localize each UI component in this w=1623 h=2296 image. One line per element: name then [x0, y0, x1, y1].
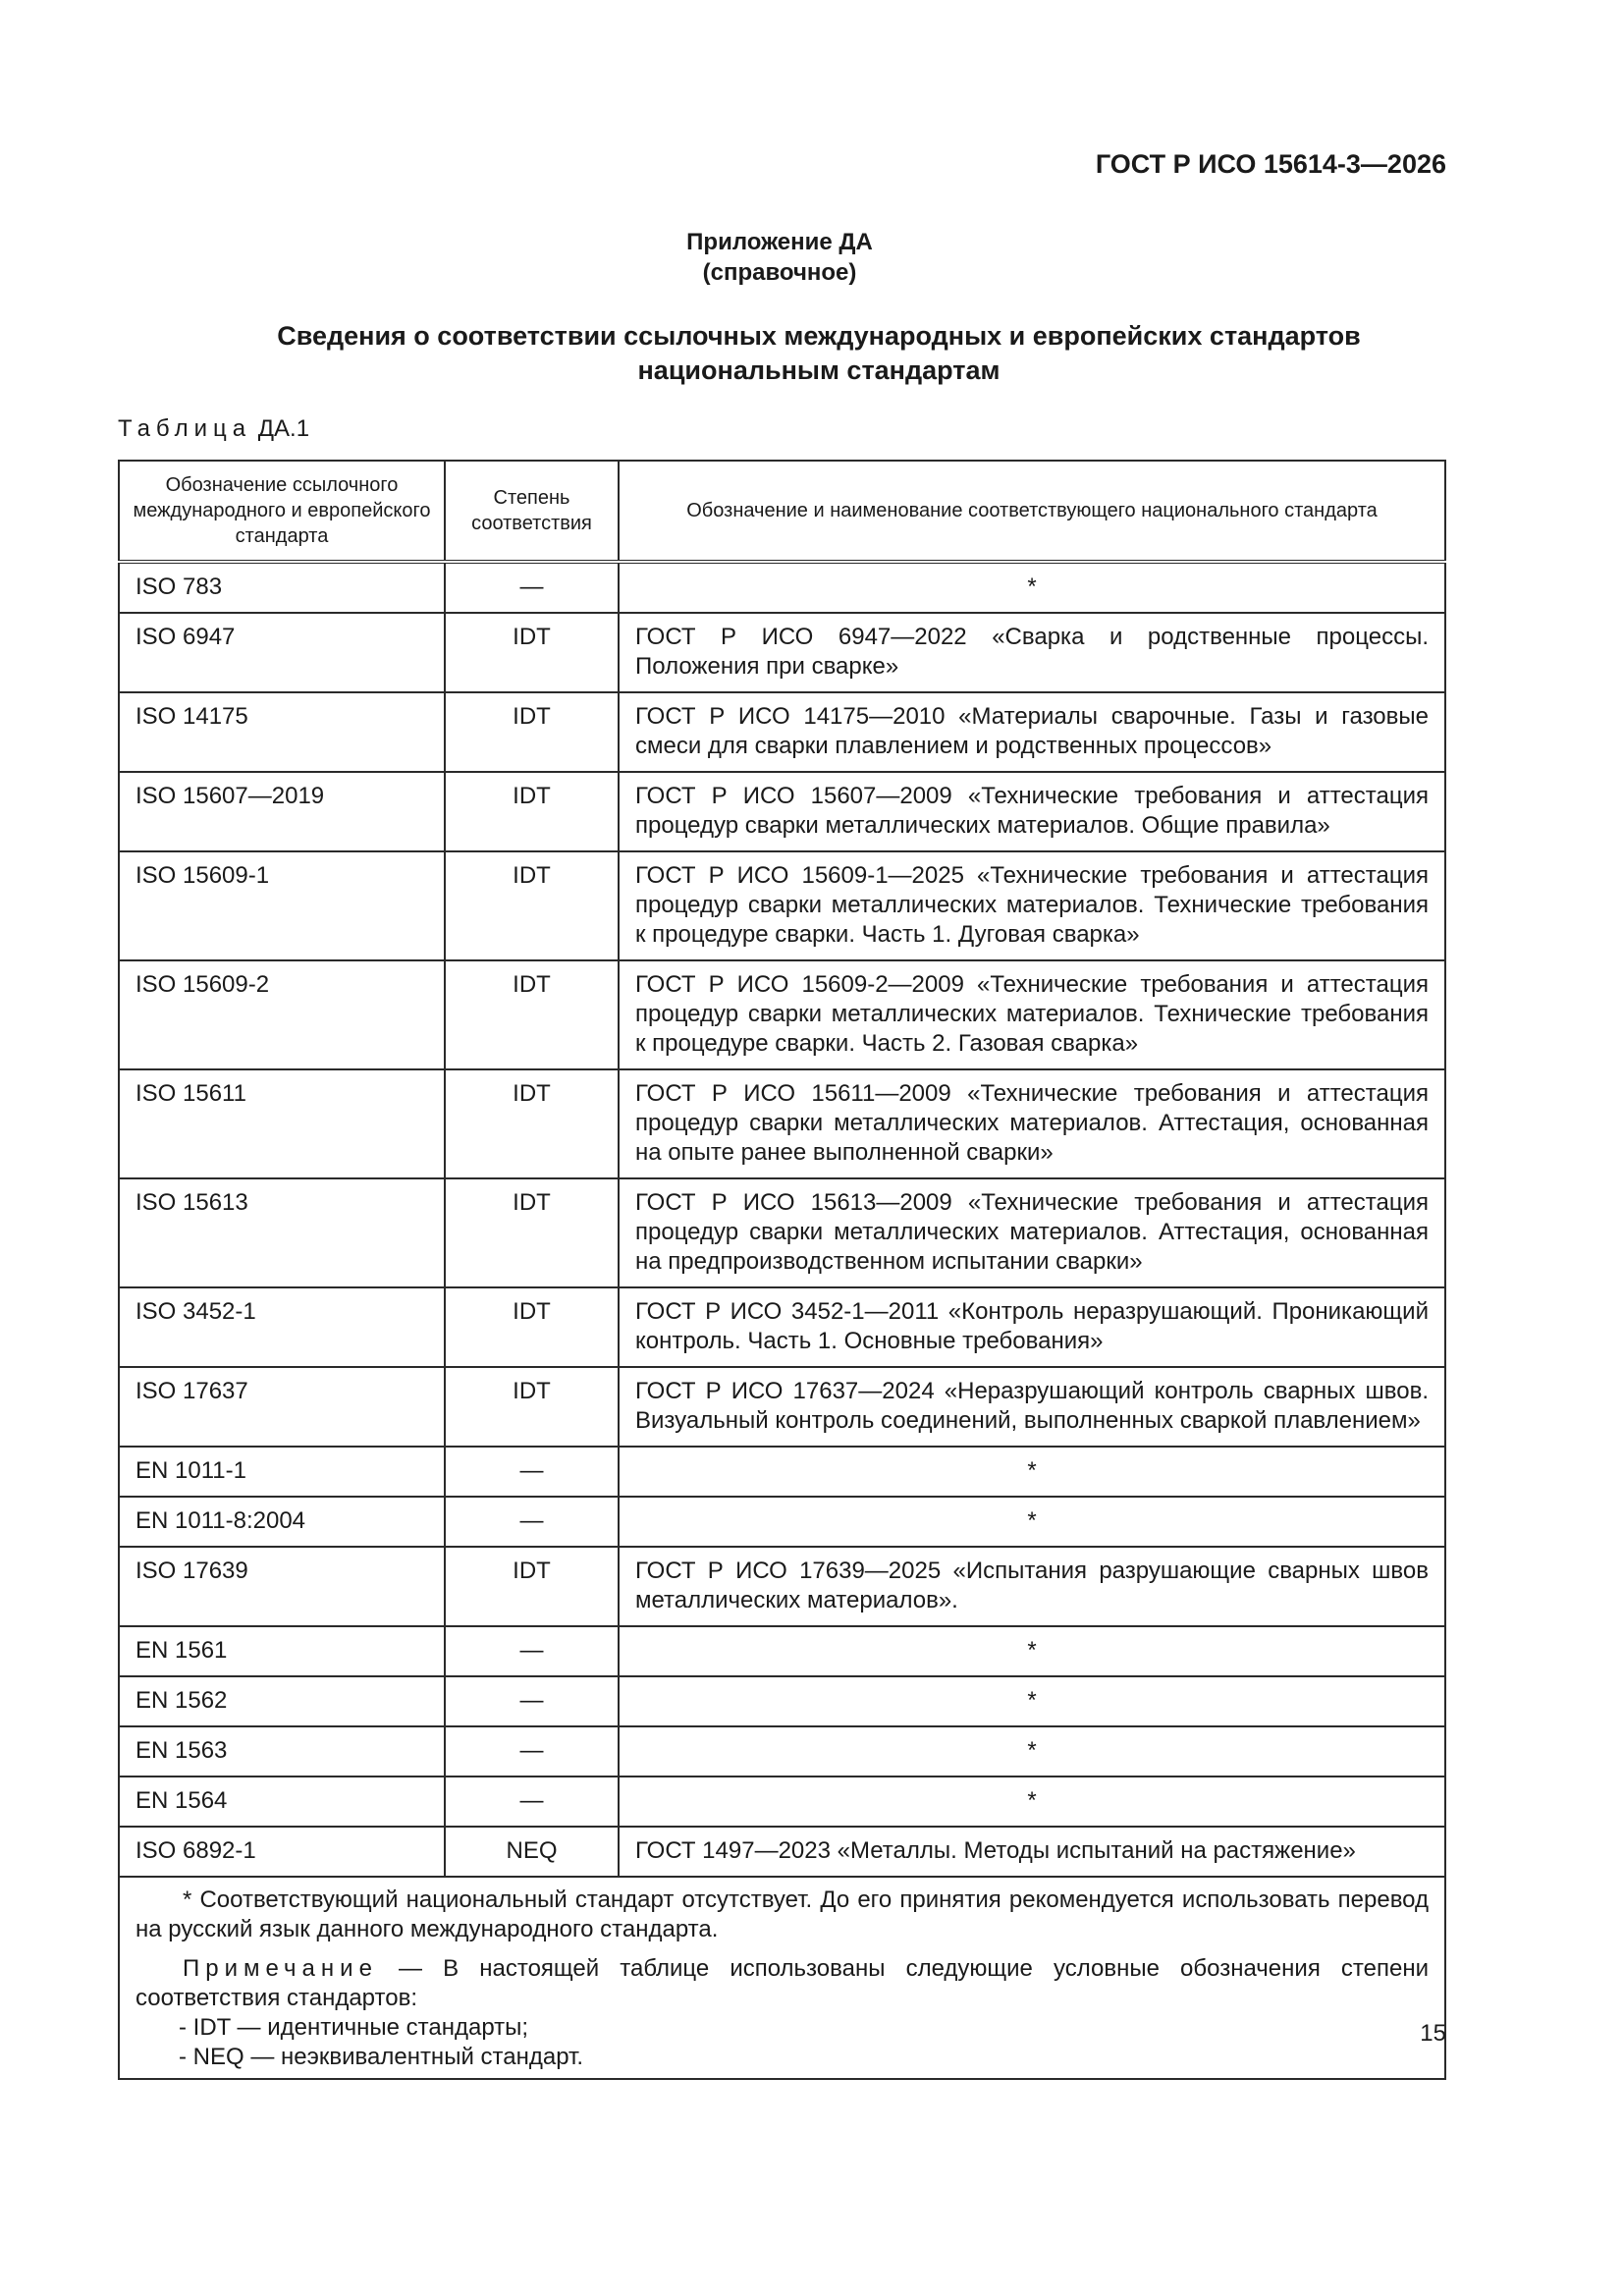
table-row [119, 1547, 1445, 1626]
cell-national: ГОСТ Р ИСО 15611—2009 «Технические требования и аттестация процедур сварки металлических материалов. Аттестация, основанная на опыте ранее выполненной сварки» [619, 1069, 1445, 1178]
cell-reference: EN 1564 [119, 1777, 445, 1827]
cell-degree: IDT [445, 692, 619, 772]
appendix-subtitle: (справочное) [702, 259, 857, 286]
table-row [119, 1287, 1445, 1367]
cell-degree: — [445, 1676, 619, 1726]
cell-reference: ISO 15611 [119, 1069, 445, 1178]
cell-national: * [619, 1726, 1445, 1777]
table-caption-number: ДА.1 [257, 415, 310, 442]
cell-national: ГОСТ Р ИСО 15609-1—2025 «Технические требования и аттестация процедур сварки металлических материалов. Технические требования к процедуре сварки. Часть 1. Дуговая сварка» [619, 851, 1445, 960]
cell-degree: IDT [445, 613, 619, 692]
cell-national: ГОСТ Р ИСО 17639—2025 «Испытания разрушающие сварных швов металлических материалов». [619, 1547, 1445, 1626]
cell-national: ГОСТ Р ИСО 15613—2009 «Технические требования и аттестация процедур сварки металлических материалов. Аттестация, основанная на предпроизводственном испытании сварки» [619, 1178, 1445, 1287]
header-reference-standard: Обозначение ссылочного международного и европейского стандарта [119, 461, 445, 562]
cell-reference: ISO 6892-1 [119, 1827, 445, 1877]
cell-reference: EN 1562 [119, 1676, 445, 1726]
table-row [119, 1447, 1445, 1497]
header-national-standard: Обозначение и наименование соответствующего национального стандарта [619, 461, 1445, 562]
document-code-header: ГОСТ Р ИСО 15614-3—2026 [1095, 149, 1446, 179]
table-row [119, 1676, 1445, 1726]
cell-national: * [619, 1497, 1445, 1547]
table-row [119, 1367, 1445, 1447]
cell-national: ГОСТ Р ИСО 17637—2024 «Неразрушающий контроль сварных швов. Визуальный контроль соединений, выполненных сваркой плавлением» [619, 1367, 1445, 1447]
cell-degree: — [445, 1497, 619, 1547]
cell-degree: — [445, 1777, 619, 1827]
cell-reference: EN 1011-1 [119, 1447, 445, 1497]
table-row [119, 1827, 1445, 1877]
table-footer [119, 1877, 1445, 2079]
cell-reference: ISO 14175 [119, 692, 445, 772]
cell-reference: ISO 17639 [119, 1547, 445, 1626]
section-title [79, 319, 1559, 388]
cell-degree: IDT [445, 1069, 619, 1178]
cell-national: ГОСТ Р ИСО 15607—2009 «Технические требования и аттестация процедур сварки металлических материалов. Общие правила» [619, 772, 1445, 851]
cell-degree: IDT [445, 851, 619, 960]
cell-national: * [619, 562, 1445, 613]
cell-reference: ISO 15609-2 [119, 960, 445, 1069]
cell-degree: IDT [445, 1287, 619, 1367]
table-row [119, 960, 1445, 1069]
note-item-neq: - NEQ — неэквивалентный стандарт. [179, 2044, 584, 2070]
cell-degree: — [445, 562, 619, 613]
table-body [119, 562, 1445, 2079]
table-row [119, 851, 1445, 960]
cell-national: * [619, 1626, 1445, 1676]
cell-reference: ISO 17637 [119, 1367, 445, 1447]
cell-degree: — [445, 1626, 619, 1676]
cell-degree: IDT [445, 1178, 619, 1287]
note-item-idt: - IDT — идентичные стандарты; [179, 2014, 529, 2041]
cell-national: * [619, 1447, 1445, 1497]
cell-degree: IDT [445, 960, 619, 1069]
note-label: Примечание [183, 1955, 378, 1982]
cell-reference: EN 1563 [119, 1726, 445, 1777]
cell-reference: ISO 783 [119, 562, 445, 613]
cell-national: ГОСТ Р ИСО 15609-2—2009 «Технические требования и аттестация процедур сварки металлических материалов. Технические требования к процедуре сварки. Часть 2. Газовая сварка» [619, 960, 1445, 1069]
cell-reference: ISO 15613 [119, 1178, 445, 1287]
correspondence-table [118, 460, 1446, 2080]
header-degree: Степень соответствия [445, 461, 619, 562]
cell-reference: ISO 6947 [119, 613, 445, 692]
cell-degree: — [445, 1726, 619, 1777]
table-row [119, 772, 1445, 851]
table-row [119, 1626, 1445, 1676]
cell-national: ГОСТ Р ИСО 14175—2010 «Материалы сварочные. Газы и газовые смеси для сварки плавлением и родственных процессов» [619, 692, 1445, 772]
appendix-heading [0, 227, 1559, 288]
section-title-line1: Сведения о соответствии ссылочных международных и европейских стандартов [277, 321, 1361, 351]
note-text: — В настоящей таблице использованы следующие условные обозначения степени соответствия стандартов: [135, 1955, 1429, 2011]
table-row [119, 613, 1445, 692]
cell-reference: ISO 3452-1 [119, 1287, 445, 1367]
table-row [119, 1497, 1445, 1547]
cell-national: * [619, 1676, 1445, 1726]
table-row [119, 1726, 1445, 1777]
table-note [135, 1954, 1429, 2013]
table-footer-row [119, 1877, 1445, 2079]
table-caption-label: Таблица [118, 415, 252, 442]
cell-degree: NEQ [445, 1827, 619, 1877]
cell-national: ГОСТ 1497—2023 «Металлы. Методы испытаний на растяжение» [619, 1827, 1445, 1877]
table-row [119, 1777, 1445, 1827]
cell-national: ГОСТ Р ИСО 3452-1—2011 «Контроль неразрушающий. Проникающий контроль. Часть 1. Основные требования» [619, 1287, 1445, 1367]
cell-reference: EN 1561 [119, 1626, 445, 1676]
cell-national: * [619, 1777, 1445, 1827]
cell-degree: IDT [445, 772, 619, 851]
cell-degree: IDT [445, 1367, 619, 1447]
cell-degree: — [445, 1447, 619, 1497]
page-number: 15 [1420, 2020, 1446, 2047]
section-title-line2: национальным стандартам [637, 355, 1001, 385]
cell-degree: IDT [445, 1547, 619, 1626]
table-row [119, 562, 1445, 613]
table-row [119, 1178, 1445, 1287]
table-header-row [119, 461, 1445, 562]
appendix-title: Приложение ДА [686, 229, 873, 255]
table-caption [118, 415, 309, 443]
table-row [119, 1069, 1445, 1178]
cell-national: ГОСТ Р ИСО 6947—2022 «Сварка и родственные процессы. Положения при сварке» [619, 613, 1445, 692]
cell-reference: ISO 15609-1 [119, 851, 445, 960]
cell-reference: ISO 15607—2019 [119, 772, 445, 851]
table-footnote: * Соответствующий национальный стандарт отсутствует. До его принятия рекомендуется использовать перевод на русский язык данного международного стандарта. [135, 1886, 1429, 1942]
cell-reference: EN 1011-8:2004 [119, 1497, 445, 1547]
table-row [119, 692, 1445, 772]
